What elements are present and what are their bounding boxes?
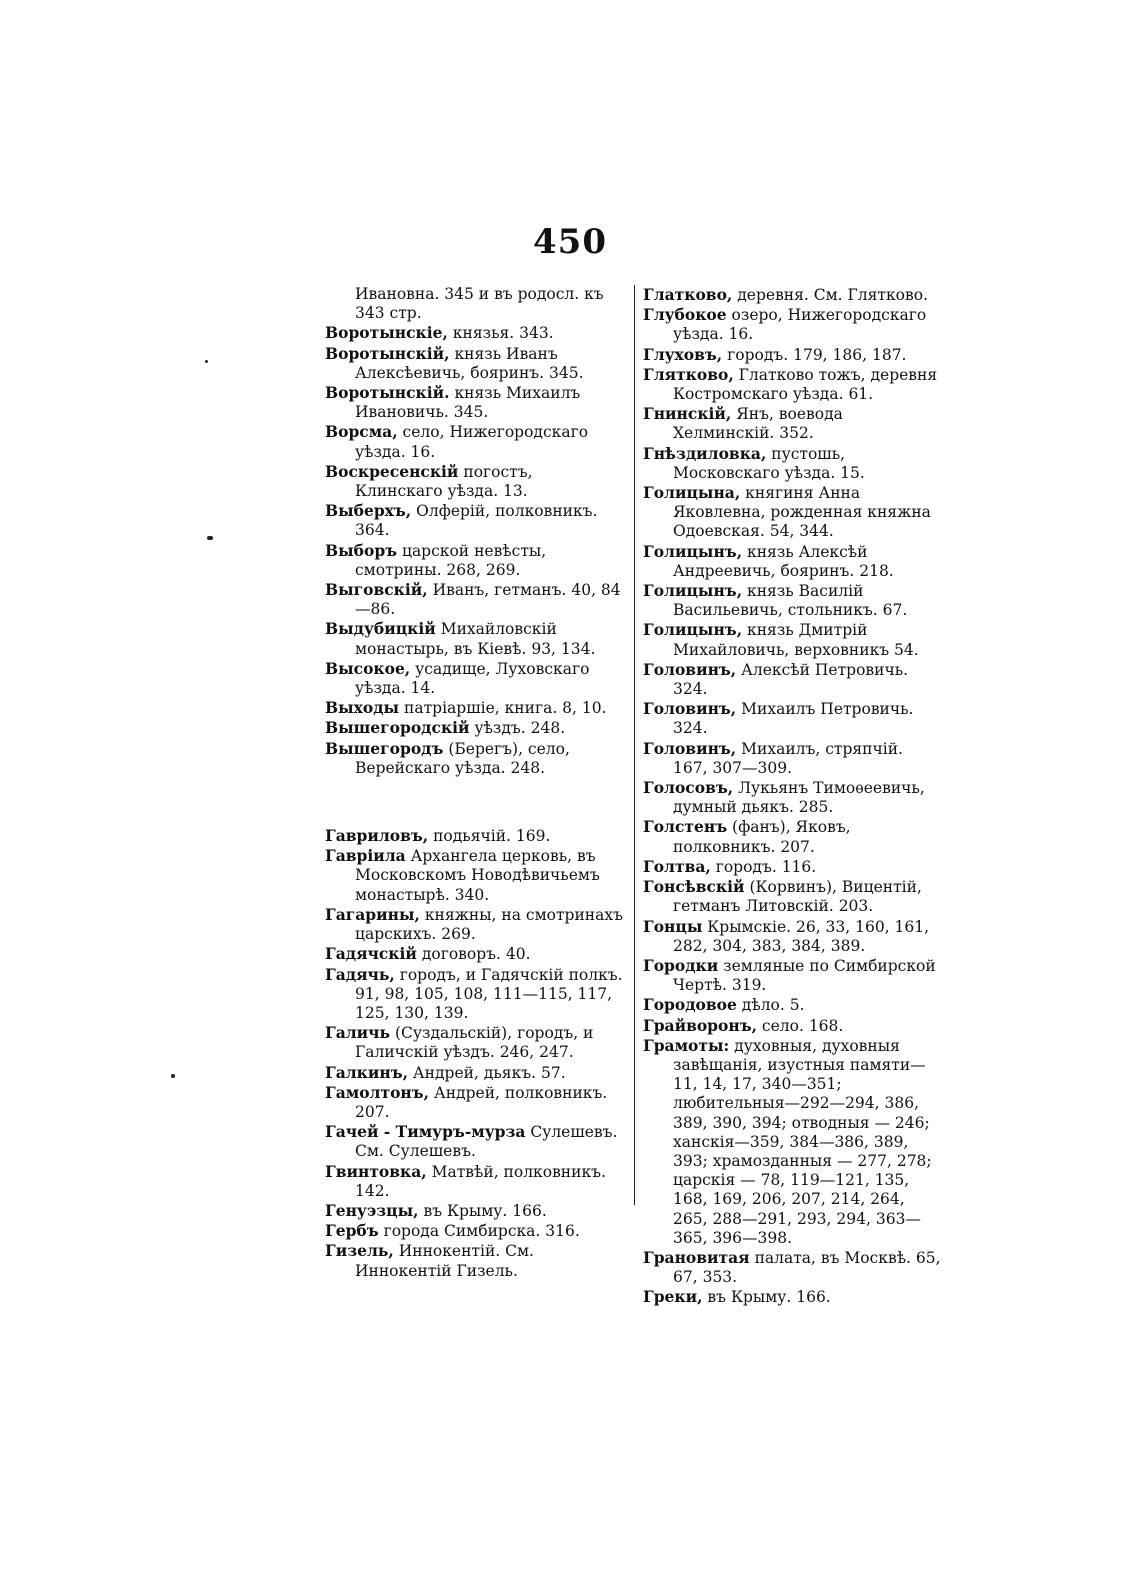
entry-text: князь Алексѣй Андреевичь, бояринъ. 218. — [673, 542, 894, 580]
index-entry — [643, 345, 941, 365]
index-entry — [325, 541, 623, 580]
index-entry — [643, 917, 941, 956]
entry-text: царской невѣсты, смотрины. 268, 269. — [355, 541, 547, 579]
entry-text: Михаилъ, стряпчій. 167, 307—309. — [673, 739, 903, 777]
entry-headword: Воротынскій, — [325, 343, 450, 363]
index-entry — [325, 739, 623, 778]
entry-text: Михайловскій монастырь, въ Кіевѣ. 93, 134. — [355, 620, 596, 658]
entry-text: Янъ, воевода Хелминскій. 352. — [673, 405, 843, 443]
entry-text: подьячій. 169. — [428, 827, 551, 846]
entry-headword: Гадячскій — [325, 944, 417, 964]
entry-text: земляные по Симбирской Чертѣ. 319. — [673, 956, 936, 995]
entry-headword: Выберхъ, — [325, 501, 412, 521]
index-entry — [325, 344, 623, 383]
index-entry — [643, 857, 941, 877]
entry-headword: Греки, — [643, 1287, 703, 1307]
entry-headword: Грановитая — [643, 1247, 750, 1267]
entry-headword: Гадячь, — [325, 964, 395, 984]
entry-headword: Глатково, — [643, 285, 733, 304]
entry-text: Ивановна. 345 и въ родосл. къ 343 стр. — [355, 285, 604, 323]
entry-headword: Гавриловъ, — [325, 826, 429, 846]
index-entry — [643, 620, 941, 659]
entry-text: дѣло. 5. — [736, 996, 805, 1015]
entry-headword: Глуховъ, — [643, 344, 723, 364]
entry-headword: Высокое, — [325, 658, 411, 678]
entry-text: княжны, на смотринахъ царскихъ. 269. — [355, 905, 623, 944]
entry-text: договоръ. 40. — [416, 945, 531, 964]
index-entry — [643, 817, 941, 856]
entry-headword: Гавріила — [325, 846, 406, 866]
entry-headword: Голосовъ, — [643, 778, 734, 798]
entry-headword: Выходы — [325, 698, 400, 718]
entry-headword: Гагарины, — [325, 904, 420, 924]
index-entry — [643, 1016, 941, 1036]
index-entry — [643, 956, 941, 995]
entry-text: духовныя, духовныя завѣщанія, изустныя памяти—11, 14, 17, 340—351; любительныя—292—294, 386, 389, 390, 394; отводныя — 246; ханскія—359, 384—386, 389, 393; храмозданныя — 277, 278; царскія — 78, 119—121, 135, 168, 169, 206, 207, 214, 264, 265, 288—291, 293, 294, 363—365, 396—398. — [673, 1036, 932, 1247]
entry-headword: Глятково, — [643, 364, 734, 384]
entry-text: Архангела церковь, въ Московскомъ Новодѣвичьемъ монастырѣ. 340. — [355, 847, 600, 904]
entry-text: (фанъ), Яковъ, полковникъ. 207. — [673, 818, 851, 856]
entry-text: Матвѣй, полковникъ. 142. — [355, 1162, 606, 1200]
entry-headword: Голицынъ, — [643, 541, 743, 561]
entry-headword: Гнинскій, — [643, 404, 732, 424]
entry-text: княгиня Анна Яковлевна, рожденная княжна Одоевская. 54, 344. — [673, 484, 931, 541]
entry-headword: Гонсѣвскій — [643, 877, 745, 897]
entry-headword: Гизель, — [325, 1241, 394, 1261]
index-entry — [325, 1241, 623, 1280]
index-entry — [325, 1201, 623, 1221]
entry-headword: Гачей - Тимуръ-мурза — [325, 1122, 526, 1142]
index-entry — [643, 739, 941, 778]
index-entry — [643, 581, 941, 620]
entry-headword: Голтва, — [643, 856, 711, 876]
entry-text: Олферій, полковникъ. 364. — [355, 502, 598, 540]
entry-headword: Выборъ — [325, 540, 398, 560]
index-entry — [325, 619, 623, 658]
entry-headword: Гвинтовка, — [325, 1161, 427, 1181]
index-entry — [325, 944, 623, 964]
index-entry — [325, 659, 623, 698]
page-number: 450 — [533, 222, 607, 262]
entry-headword: Ворсма, — [325, 422, 398, 442]
index-entry — [325, 1162, 623, 1201]
entry-headword: Головинъ, — [643, 738, 737, 758]
entry-text: князь Дмитрій Михайловичь, верховникъ 54. — [673, 621, 919, 659]
entry-headword: Вышегородскій — [325, 718, 470, 738]
left-index-column — [325, 285, 623, 1281]
entry-headword: Генуэзцы, — [325, 1200, 419, 1220]
index-entry — [325, 698, 623, 718]
index-entry — [643, 1287, 941, 1307]
entry-headword: Выговскій, — [325, 580, 428, 600]
entry-headword: Головинъ, — [643, 659, 737, 679]
entry-text: князь Иванъ Алексѣевичь, бояринъ. 345. — [355, 344, 584, 382]
entry-text: городъ, и Гадячскій полкъ. 91, 98, 105, 108, 111—115, 117, 125, 130, 139. — [355, 965, 623, 1022]
entry-text: (Суздальскій), городъ, и Галичскій уѣздъ. 246, 247. — [355, 1024, 594, 1062]
index-entry — [643, 404, 941, 443]
entry-text: города Симбирска. 316. — [378, 1222, 580, 1241]
entry-text: погостъ, Клинскаго уѣзда. 13. — [355, 462, 533, 501]
entry-text: озеро, Нижегородскаго уѣзда. 16. — [673, 306, 927, 344]
entry-headword: Воскресенскій — [325, 461, 459, 481]
index-entry — [643, 877, 941, 916]
entry-text: Андрей, дьякъ. 57. — [408, 1063, 566, 1082]
index-entry — [325, 826, 623, 846]
index-entry — [643, 444, 941, 483]
entry-text: Михаилъ Петровичь. 324. — [673, 700, 914, 738]
entry-text: въ Крыму. 166. — [702, 1288, 831, 1307]
entry-text: Глатково тожъ, деревня Костромскаго уѣзда. 61. — [673, 365, 938, 404]
index-entry — [325, 905, 623, 944]
index-entry — [325, 422, 623, 461]
entry-headword: Воротынскіе, — [325, 323, 448, 343]
index-entry — [643, 305, 941, 344]
index-entry — [325, 1023, 623, 1062]
entry-text: Андрей, полковникъ. 207. — [355, 1083, 608, 1121]
entry-text: уѣздъ. 248. — [469, 719, 566, 738]
entry-text: князь Михаилъ Ивановичь. 345. — [355, 384, 581, 422]
entry-headword: Голстенъ — [643, 817, 728, 837]
index-entry — [643, 365, 941, 404]
entry-headword: Гнѣздиловка, — [643, 443, 767, 463]
entry-text: Иванъ, гетманъ. 40, 84—86. — [355, 581, 621, 619]
index-entry — [325, 1221, 623, 1241]
index-entry — [643, 778, 941, 817]
entry-headword: Городовое — [643, 995, 737, 1015]
entry-headword: Галкинъ, — [325, 1062, 408, 1082]
entry-headword: Голицынъ, — [643, 581, 743, 601]
entry-text: патріаршіе, книга. 8, 10. — [399, 699, 607, 718]
entry-headword: Гонцы — [643, 916, 703, 936]
entry-headword: Воротынскій. — [325, 383, 450, 403]
entry-headword: Гамолтонъ, — [325, 1082, 430, 1102]
index-entry — [325, 383, 623, 422]
entry-text: князья. 343. — [447, 324, 554, 343]
section-gap — [325, 778, 623, 826]
entry-text: Крымскіе. 26, 33, 160, 161, 282, 304, 383, 384, 389. — [673, 917, 930, 955]
entry-text: палата, въ Москвѣ. 65, 67, 353. — [673, 1248, 941, 1287]
entry-text: городъ. 116. — [710, 857, 817, 876]
entry-text: Лукьянъ Тимоѳеевичь, думный дьякъ. 285. — [673, 779, 925, 817]
entry-headword: Голицынъ, — [643, 620, 743, 640]
index-entry — [325, 501, 623, 540]
index-entry — [643, 285, 941, 305]
entry-text: Сулешевъ. См. Сулешевъ. — [355, 1123, 618, 1161]
entry-text: деревня. См. Глятково. — [732, 286, 928, 304]
entry-text: село, Нижегородскаго уѣзда. 16. — [355, 423, 589, 461]
entry-text: усадище, Луховскаго уѣзда. 14. — [355, 659, 590, 698]
scan-speck — [171, 1074, 175, 1078]
entry-text: пустошь, Московскаго уѣзда. 15. — [673, 444, 865, 482]
index-entry — [325, 462, 623, 501]
entry-headword: Грамоты: — [643, 1035, 730, 1055]
index-entry — [325, 285, 623, 323]
entry-text: князь Василій Васильевичь, стольникъ. 67. — [673, 582, 908, 620]
index-entry — [325, 965, 623, 1024]
index-entry — [325, 718, 623, 738]
index-entry — [643, 699, 941, 738]
entry-headword: Голицына, — [643, 483, 741, 503]
index-entry — [643, 1036, 941, 1248]
index-entry — [325, 1063, 623, 1083]
entry-headword: Грайворонъ, — [643, 1015, 757, 1035]
entry-text: село. 168. — [757, 1016, 844, 1035]
index-entry — [325, 580, 623, 619]
index-entry — [643, 995, 941, 1015]
index-entry — [643, 660, 941, 699]
entry-text: городъ. 179, 186, 187. — [722, 345, 907, 364]
index-entry — [325, 846, 623, 905]
entry-text: (Корвинъ), Вицентій, гетманъ Литовскій. 203. — [673, 878, 922, 916]
entry-headword: Глубокое — [643, 305, 727, 325]
entry-headword: Вышегородъ — [325, 738, 444, 758]
column-divider — [634, 285, 635, 1205]
right-index-column — [643, 285, 941, 1308]
entry-headword: Гербъ — [325, 1221, 379, 1241]
index-entry — [643, 1248, 941, 1287]
index-entry — [325, 1122, 623, 1161]
entry-headword: Головинъ, — [643, 699, 737, 719]
index-entry — [325, 1083, 623, 1122]
entry-text: (Берегъ), село, Верейскаго уѣзда. 248. — [355, 739, 570, 777]
index-entry — [643, 483, 941, 542]
entry-headword: Выдубицкій — [325, 619, 436, 639]
entry-headword: Городки — [643, 955, 719, 975]
entry-text: въ Крыму. 166. — [418, 1201, 547, 1220]
index-entry — [325, 323, 623, 343]
entry-text: Алексѣй Петровичь. 324. — [673, 660, 909, 699]
scan-speck — [207, 536, 213, 540]
entry-text: Иннокентій. См. Иннокентій Гизель. — [355, 1242, 534, 1280]
index-entry — [643, 542, 941, 581]
entry-headword: Галичь — [325, 1023, 391, 1043]
scan-speck — [205, 360, 208, 363]
